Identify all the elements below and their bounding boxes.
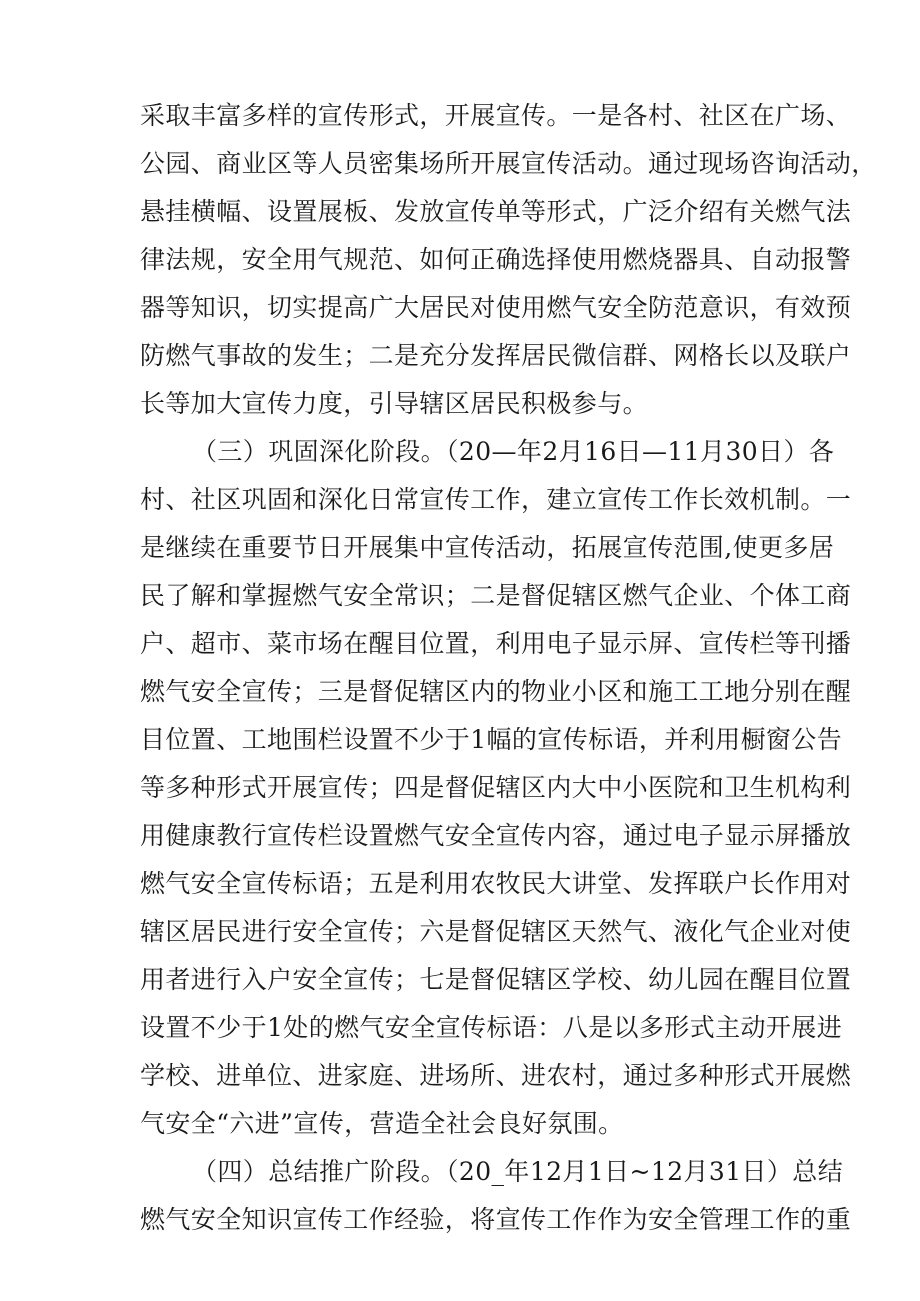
text-line: 悬挂横幅、设置展板、发放宣传单等形式，广泛介绍有关燃气法 <box>140 197 852 226</box>
text-line: 气安全“六进”宣传，营造全社会良好氛围。 <box>140 1109 624 1138</box>
section-heading-3: （三）巩固深化阶段。（20—年2月16日—11月30日）各 <box>192 437 835 466</box>
text-line: 用健康教行宣传栏设置燃气安全宣传内容，通过电子显示屏播放 <box>140 821 852 850</box>
text-line: 律法规，安全用气规范、如何正确选择使用燃烧器具、自动报警 <box>140 245 852 274</box>
text-line: 燃气安全宣传标语；五是利用农牧民大讲堂、发挥联户长作用对 <box>140 869 852 898</box>
text-line: 长等加大宣传力度，引导辖区居民积极参与。 <box>140 389 649 418</box>
text-line: 用者进行入户安全宣传；七是督促辖区学校、幼儿园在醒目位置 <box>140 965 852 994</box>
text-line: 设置不少于1处的燃气安全宣传标语：八是以多形式主动开展进 <box>140 1013 843 1042</box>
body-text <box>140 92 877 1244</box>
text-line: 等多种形式开展宣传；四是督促辖区内大中小医院和卫生机构利 <box>140 773 852 802</box>
text-line: 学校、进单位、进家庭、进场所、进农村，通过多种形式开展燃 <box>140 1061 852 1090</box>
text-line: 目位置、工地围栏设置不少于1幅的宣传标语，并利用橱窗公告 <box>140 725 843 754</box>
text-line: 器等知识，切实提高广大居民对使用燃气安全防范意识，有效预 <box>140 293 852 322</box>
text-line: 公园、商业区等人员密集场所开展宣传活动。通过现场咨询活动， <box>140 149 877 178</box>
text-line: 辖区居民进行安全宣传；六是督促辖区天然气、液化气企业对使 <box>140 917 852 946</box>
text-line: 采取丰富多样的宣传形式，开展宣传。一是各村、社区在广场、 <box>140 101 852 130</box>
text-line: 防燃气事故的发生；二是充分发挥居民微信群、网格长以及联户 <box>140 341 852 370</box>
text-line: 是继续在重要节日开展集中宣传活动，拓展宣传范围,使更多居 <box>140 533 835 562</box>
text-line: 村、社区巩固和深化日常宣传工作，建立宣传工作长效机制。一 <box>140 485 852 514</box>
section-heading-4: （四）总结推广阶段。（20_年12月1日~12月31日）总结 <box>192 1157 844 1186</box>
text-line: 燃气安全宣传；三是督促辖区内的物业小区和施工工地分别在醒 <box>140 677 852 706</box>
text-line: 民了解和掌握燃气安全常识；二是督促辖区燃气企业、个体工商 <box>140 581 852 610</box>
text-line: 燃气安全知识宣传工作经验，将宣传工作作为安全管理工作的重 <box>140 1205 852 1234</box>
text-line: 户、超市、菜市场在醒目位置，利用电子显示屏、宣传栏等刊播 <box>140 629 852 658</box>
